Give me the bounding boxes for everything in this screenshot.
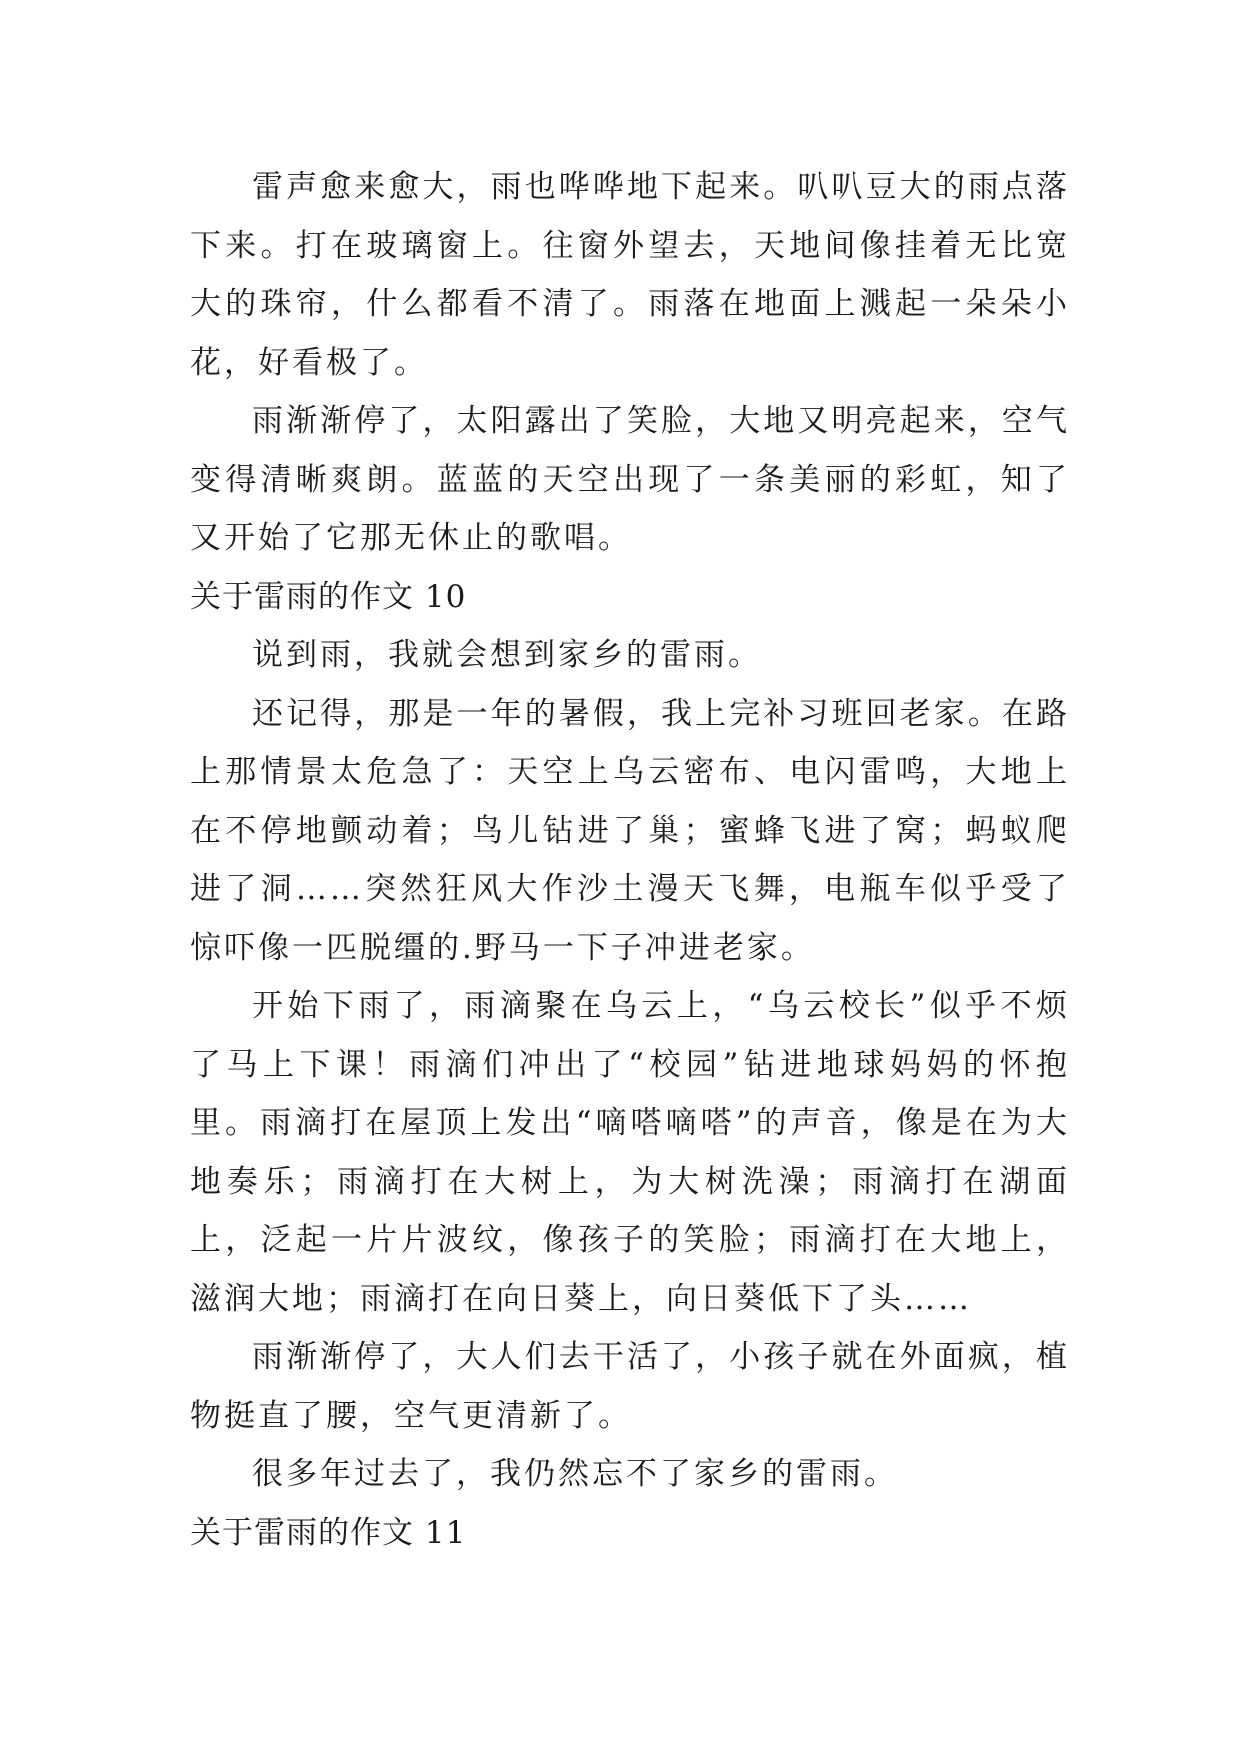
document-page <box>190 158 1070 1562</box>
paragraph: 雨渐渐停了，大人们去干活了，小孩子就在外面疯，植物挺直了腰，空气更清新了。 <box>190 1339 1070 1434</box>
paragraph: 还记得，那是一年的暑假，我上完补习班回老家。在路上那情景太危急了：天空上乌云密布、电闪雷鸣，大地上在不停地颤动着；鸟儿钻进了巢；蜜蜂飞进了窝；蚂蚁爬进了洞……突然狂风大作沙土漫天飞舞，电瓶车似乎受了惊吓像一匹脱缰的.野马一下子冲进老家。 <box>190 695 1070 966</box>
section-heading: 关于雷雨的作文 10 <box>190 578 467 615</box>
paragraph: 开始下雨了，雨滴聚在乌云上，“乌云校长”似乎不烦了马上下课！雨滴们冲出了“校园”钻进地球妈妈的怀抱里。雨滴打在屋顶上发出“嘀嗒嘀嗒”的声音，像是在为大地奏乐；雨滴打在大树上，为大树洗澡；雨滴打在湖面上，泛起一片片波纹，像孩子的笑脸；雨滴打在大地上，滋润大地；雨滴打在向日葵上，向日葵低下了头…… <box>190 988 1070 1317</box>
paragraph: 说到雨，我就会想到家乡的雷雨。 <box>252 637 762 673</box>
paragraph: 雷声愈来愈大，雨也哗哗地下起来。叭叭豆大的雨点落下来。打在玻璃窗上。往窗外望去，天地间像挂着无比宽大的珠帘，什么都看不清了。雨落在地面上溅起一朵朵小花，好看极了。 <box>190 169 1070 381</box>
paragraph: 雨渐渐停了，太阳露出了笑脸，大地又明亮起来，空气变得清晰爽朗。蓝蓝的天空出现了一条美丽的彩虹，知了又开始了它那无休止的歌唱。 <box>190 403 1070 556</box>
paragraph: 很多年过去了，我仍然忘不了家乡的雷雨。 <box>252 1456 898 1492</box>
section-heading: 关于雷雨的作文 11 <box>190 1514 467 1551</box>
